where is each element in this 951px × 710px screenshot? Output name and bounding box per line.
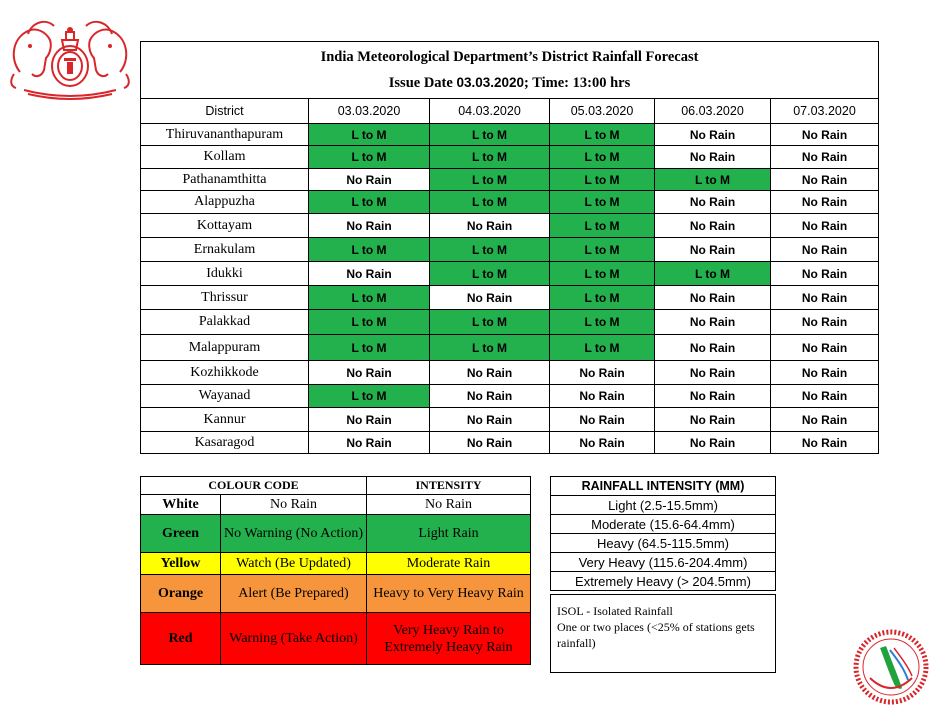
intensity-item: Heavy (64.5-115.5mm)	[551, 534, 776, 553]
forecast-row	[141, 432, 879, 454]
forecast-cell: No Rain	[771, 408, 879, 432]
issue-time: ; Time: 13:00 hrs	[524, 74, 631, 91]
colour-name: Yellow	[141, 553, 221, 575]
intensity-item: Light (2.5-15.5mm)	[551, 496, 776, 515]
intensity-item: Very Heavy (115.6-204.4mm)	[551, 553, 776, 572]
colour-code-header: COLOUR CODE	[141, 477, 367, 495]
district-name: Alappuzha	[141, 191, 309, 214]
district-name: Kollam	[141, 146, 309, 169]
forecast-row	[141, 385, 879, 408]
rainfall-intensity-header: RAINFALL INTENSITY (MM)	[551, 477, 776, 496]
colour-code-table	[140, 476, 531, 665]
forecast-cell: No Rain	[771, 238, 879, 262]
forecast-cell: L to M	[309, 286, 430, 310]
forecast-cell: L to M	[550, 335, 655, 361]
forecast-cell: L to M	[309, 124, 430, 146]
forecast-cell: L to M	[550, 169, 655, 191]
forecast-cell: No Rain	[309, 432, 430, 454]
forecast-cell: L to M	[550, 146, 655, 169]
forecast-cell: No Rain	[430, 286, 550, 310]
forecast-cell: No Rain	[655, 191, 771, 214]
forecast-row	[141, 286, 879, 310]
forecast-cell: L to M	[430, 335, 550, 361]
colour-code-row	[141, 495, 531, 515]
forecast-cell: No Rain	[655, 146, 771, 169]
forecast-cell: No Rain	[550, 361, 655, 385]
intensity-item: Moderate (15.6-64.4mm)	[551, 515, 776, 534]
forecast-cell: No Rain	[309, 408, 430, 432]
isol-note-line: One or two places (<25% of stations gets rainfall)	[557, 620, 755, 650]
forecast-cell: No Rain	[771, 310, 879, 335]
forecast-cell: No Rain	[771, 335, 879, 361]
forecast-cell: No Rain	[771, 169, 879, 191]
district-name: Kannur	[141, 408, 309, 432]
warning-meaning: Warning (Take Action)	[221, 613, 367, 665]
warning-meaning: Alert (Be Prepared)	[221, 575, 367, 613]
forecast-row	[141, 361, 879, 385]
colour-code-row	[141, 575, 531, 613]
warning-meaning: Watch (Be Updated)	[221, 553, 367, 575]
colour-name: Orange	[141, 575, 221, 613]
forecast-cell: L to M	[430, 146, 550, 169]
forecast-cell: No Rain	[771, 432, 879, 454]
forecast-cell: No Rain	[771, 361, 879, 385]
forecast-row	[141, 262, 879, 286]
forecast-cell: L to M	[655, 169, 771, 191]
forecast-cell: No Rain	[771, 214, 879, 238]
district-rainfall-forecast-table	[140, 41, 879, 454]
date-column-header: 04.03.2020	[430, 99, 550, 124]
forecast-cell: L to M	[309, 191, 430, 214]
forecast-cell: No Rain	[655, 385, 771, 408]
forecast-cell: L to M	[550, 310, 655, 335]
forecast-cell: No Rain	[550, 432, 655, 454]
forecast-cell: L to M	[550, 214, 655, 238]
forecast-cell: L to M	[430, 191, 550, 214]
district-name: Thrissur	[141, 286, 309, 310]
district-column-header: District	[141, 99, 309, 124]
forecast-cell: L to M	[550, 191, 655, 214]
forecast-cell: No Rain	[655, 432, 771, 454]
colour-name: Red	[141, 613, 221, 665]
forecast-cell: L to M	[309, 385, 430, 408]
district-name: Kottayam	[141, 214, 309, 238]
forecast-cell: L to M	[655, 262, 771, 286]
forecast-cell: L to M	[430, 262, 550, 286]
kerala-state-emblem-icon	[6, 10, 134, 102]
forecast-row	[141, 214, 879, 238]
district-name: Thiruvananthapuram	[141, 124, 309, 146]
rainfall-intensity-table	[550, 476, 776, 591]
forecast-cell: L to M	[309, 238, 430, 262]
issue-date: 03.03.2020	[456, 74, 525, 90]
issue-line	[141, 70, 878, 96]
forecast-cell: No Rain	[771, 124, 879, 146]
district-name: Kozhikkode	[141, 361, 309, 385]
forecast-row	[141, 169, 879, 191]
colour-code-row	[141, 613, 531, 665]
district-name: Wayanad	[141, 385, 309, 408]
forecast-cell: L to M	[430, 124, 550, 146]
forecast-cell: L to M	[550, 286, 655, 310]
forecast-cell: No Rain	[655, 214, 771, 238]
forecast-cell: No Rain	[309, 361, 430, 385]
forecast-title	[141, 42, 879, 99]
district-name: Palakkad	[141, 310, 309, 335]
forecast-row	[141, 238, 879, 262]
district-name: Malappuram	[141, 335, 309, 361]
forecast-cell: L to M	[550, 262, 655, 286]
date-column-header: 03.03.2020	[309, 99, 430, 124]
forecast-cell: No Rain	[655, 335, 771, 361]
forecast-cell: L to M	[430, 238, 550, 262]
district-name: Idukki	[141, 262, 309, 286]
forecast-row	[141, 310, 879, 335]
date-column-header: 07.03.2020	[771, 99, 879, 124]
isol-note-line: ISOL - Isolated Rainfall	[557, 604, 673, 618]
forecast-cell: L to M	[430, 310, 550, 335]
colour-name: Green	[141, 515, 221, 553]
forecast-cell: No Rain	[771, 262, 879, 286]
intensity-header: INTENSITY	[367, 477, 531, 495]
forecast-row	[141, 408, 879, 432]
forecast-cell: L to M	[550, 238, 655, 262]
forecast-cell: No Rain	[430, 361, 550, 385]
forecast-cell: No Rain	[655, 286, 771, 310]
rain-intensity: Heavy to Very Heavy Rain	[367, 575, 531, 613]
rain-intensity: No Rain	[367, 495, 531, 515]
rain-intensity: Moderate Rain	[367, 553, 531, 575]
colour-code-row	[141, 553, 531, 575]
warning-meaning: No Rain	[221, 495, 367, 515]
warning-meaning: No Warning (No Action)	[221, 515, 367, 553]
disaster-management-logo-icon	[850, 628, 932, 706]
forecast-cell: L to M	[309, 335, 430, 361]
intensity-item: Extremely Heavy (> 204.5mm)	[551, 572, 776, 591]
forecast-cell: No Rain	[655, 408, 771, 432]
forecast-cell: L to M	[550, 124, 655, 146]
forecast-cell: No Rain	[771, 146, 879, 169]
forecast-cell: No Rain	[309, 214, 430, 238]
forecast-row	[141, 146, 879, 169]
rain-intensity: Light Rain	[367, 515, 531, 553]
forecast-cell: No Rain	[655, 310, 771, 335]
forecast-cell: No Rain	[771, 286, 879, 310]
forecast-cell: No Rain	[550, 385, 655, 408]
forecast-title-line: India Meteorological Department’s District Rainfall Forecast	[320, 48, 699, 65]
forecast-cell: No Rain	[430, 214, 550, 238]
forecast-cell: L to M	[309, 146, 430, 169]
district-name: Ernakulam	[141, 238, 309, 262]
forecast-row	[141, 335, 879, 361]
rain-intensity: Very Heavy Rain to Extremely Heavy Rain	[367, 613, 531, 665]
forecast-cell: No Rain	[655, 238, 771, 262]
isol-note	[550, 594, 776, 673]
forecast-row	[141, 124, 879, 146]
date-column-header: 05.03.2020	[550, 99, 655, 124]
date-column-header: 06.03.2020	[655, 99, 771, 124]
forecast-cell: No Rain	[771, 385, 879, 408]
forecast-cell: No Rain	[771, 191, 879, 214]
colour-code-row	[141, 515, 531, 553]
forecast-cell: No Rain	[430, 385, 550, 408]
district-name: Pathanamthitta	[141, 169, 309, 191]
forecast-cell: No Rain	[655, 361, 771, 385]
colour-name: White	[141, 495, 221, 515]
issue-label: Issue Date	[388, 74, 453, 91]
district-name: Kasaragod	[141, 432, 309, 454]
forecast-cell: L to M	[430, 169, 550, 191]
forecast-row	[141, 191, 879, 214]
forecast-cell: No Rain	[430, 408, 550, 432]
forecast-cell: No Rain	[430, 432, 550, 454]
forecast-cell: No Rain	[655, 124, 771, 146]
forecast-cell: No Rain	[309, 169, 430, 191]
forecast-cell: No Rain	[309, 262, 430, 286]
forecast-cell: L to M	[309, 310, 430, 335]
forecast-cell: No Rain	[550, 408, 655, 432]
